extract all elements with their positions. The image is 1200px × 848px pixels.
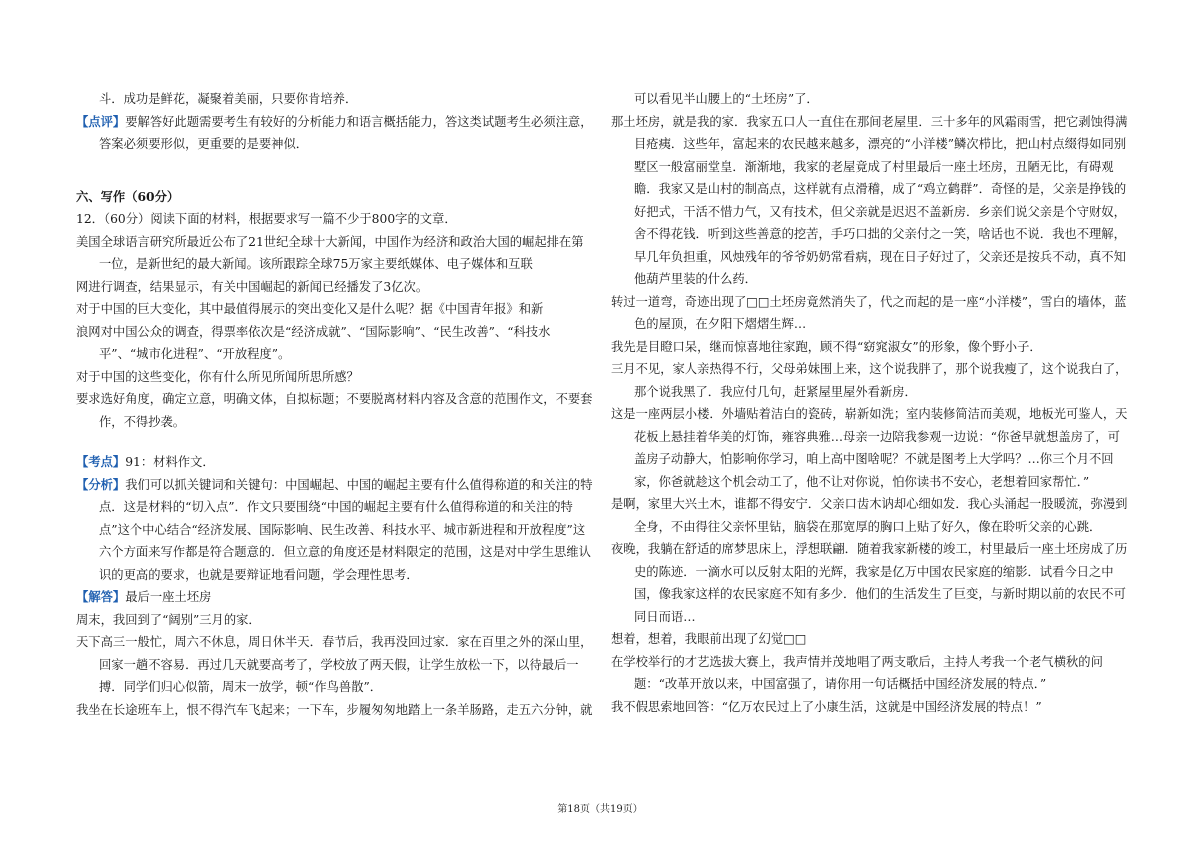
essay-paragraph-10: 夜晚，我躺在舒适的席梦思床上，浮想联翩．随着我家新楼的竣工，村里最后一座土坯房成了历史的陈迹．一滴水可以反射太阳的光辉，我家是亿万中国农民家庭的缩影．试看今日之中国，像我家这样的农民家庭不知有多少．他们的生活发生了巨变，与新时期以前的农民不可同日而语…: [611, 542, 1128, 624]
material-paragraph-4: 浪网对中国公众的调查，得票率依次是“经济成就”、“国际影响”、“民生改善”、“科技水平”、“城市化进程”、“开放程度”。: [76, 324, 551, 361]
review-paragraph: [76, 111, 594, 156]
essay-paragraph-6: 我先是目瞪口呆，继而惊喜地往家跑，顾不得“窈窕淑女”的形象，像个野小子．: [611, 339, 1042, 354]
page-footer: 第18页（共19页）: [557, 804, 643, 815]
review-text: 要解答好此题需要考生有较好的分析能力和语言概括能力，答这类试题考生必须注意，答案必须要形似，更重要的是要神似．: [99, 114, 593, 151]
fenxi-tag: 【分析】: [76, 476, 126, 492]
essay-paragraph-7: 三月不见，家人亲热得不行，父母弟妹围上来，这个说我胖了，那个说我瘦了，这个说我白了，那个说我黑了．我应付几句，赶紧屋里屋外看新房．: [611, 362, 1128, 399]
essay-sentence-fragment: 斗．成功是鲜花，凝聚着美丽，只要你肯培养．: [99, 92, 358, 106]
material-paragraph-1: 美国全球语言研究所最近公布了21世纪全球十大新闻，中国作为经济和政治大国的崛起排在第一位，是新世纪的最大新闻。该所跟踪全球75万家主要纸媒体、电子媒体和互联: [76, 234, 584, 271]
section-heading: 六、写作（60分）: [76, 188, 180, 204]
requirements-paragraph: 要求选好角度，确定立意，明确文体，自拟标题；不要脱离材料内容及含意的范围作文，不要套作，不得抄袭。: [76, 392, 593, 429]
material-paragraph-3: 对于中国的巨大变化，其中最值得展示的突出变化又是什么呢？据《中国青年报》和新: [76, 302, 544, 316]
review-tag: 【点评】: [76, 113, 126, 129]
essay-paragraph-9: 是啊，家里大兴土木，谁都不得安宁．父亲口齿木讷却心细如发．我心头涌起一股暖流，弥漫到全身，不由得往父亲怀里钻，脑袋在那宽厚的胸口上贴了好久，像在聆听父亲的心跳．: [611, 497, 1128, 534]
kaodian-tag: 【考点】: [76, 454, 126, 469]
material-paragraph-5: 对于中国的这些变化，你有什么所见所闻所思所感？: [76, 369, 359, 384]
essay-paragraph-8: 这是一座两层小楼．外墙贴着洁白的瓷砖，崭新如洗；室内装修简洁而美观，地板光可鉴人，天花板上悬挂着华美的灯饰，雍容典雅…母亲一边陪我参观一边说：“你爸早就想盖房了，可盖房子动静大，怕影响你学习，咱上高中图啥呢？不就是图考上大学吗？…你三个月不回家，你爸就趁这个机会动工了，他不让对你说，怕你读书不安心，老想着回家帮忙．”: [611, 407, 1128, 489]
essay-paragraph-4: 那土坯房，就是我的家．我家五口人一直住在那间老屋里．三十多年的风霜雨雪，把它剥蚀得满目疮痍．这些年，富起来的农民越来越多，漂亮的“小洋楼”鳞次栉比，把山村点缀得如同别墅区一般富丽堂皇．渐渐地，我家的老屋竟成了村里最后一座土坯房，丑陋无比，有碍观瞻．我家又是山村的制高点，这样就有点滑稽，成了“鸡立鹤群”．奇怪的是，父亲是挣钱的好把式，干活不惜力气，又有技术，但父亲就是迟迟不盖新房．乡亲们说父亲是个守财奴，舍不得花钱．听到这些善意的挖苦，手巧口拙的父亲付之一笑，啥话也不说．我也不理解，早几年负担重，风烛残年的爷爷奶奶常看病，现在日子好过了，父亲还是按兵不动，真不知他葫芦里装的什么药．: [611, 114, 1128, 286]
essay-paragraph-12: 在学校举行的才艺选拔大赛上，我声情并茂地唱了两支歌后，主持人考我一个老气横秋的问题：“改革开放以来，中国富强了，请你用一句话概括中国经济发展的特点．”: [611, 654, 1103, 691]
essay-paragraph-1: 周末，我回到了“阔别”三月的家．: [76, 612, 261, 627]
essay-title: 最后一座土坯房: [125, 590, 212, 604]
essay-continuation: 可以看见半山腰上的“土坯房”了．: [634, 92, 819, 106]
right-column: [611, 88, 1129, 718]
essay-paragraph-3: 我坐在长途班车上，恨不得汽车飞起来；一下车，步履匆匆地踏上一条羊肠路，走五六分钟，就: [76, 702, 593, 717]
material-paragraph-2: 网进行调查，结果显示，有关中国崛起的新闻已经播发了3亿次。: [76, 279, 429, 294]
left-column: [76, 88, 594, 721]
jieda-paragraph: [76, 586, 594, 609]
essay-paragraph-5: 转过一道弯，奇迹出现了□□土坯房竟然消失了，代之而起的是一座“小洋楼”，雪白的墙体，蓝色的屋顶，在夕阳下熠熠生辉…: [611, 294, 1127, 331]
essay-paragraph-13: 我不假思索地回答：“亿万农民过上了小康生活，这就是中国经济发展的特点！”: [611, 699, 1042, 714]
fenxi-paragraph: 【分析】我们可以抓关键词和关键句：中国崛起、中国的崛起主要有什么值得称道的和关注的特点．这是材料的“切入点”．作文只要围绕“中国的崛起主要有什么值得称道的和关注的特点”这个中心结合“经济发展、国际影响、民生改善、科技水平、城市新进程和开放程度”这六个方面来写作都是符合题意的．但立意的角度还是材料限定的范围，这是对中学生思维认识的更高的要求，也就是要辩证地看问题，学会理性思考．: [76, 476, 593, 582]
jieda-tag: 【解答】: [76, 589, 126, 604]
essay-paragraph-2: 天下高三一般忙，周六不休息，周日休半天．春节后，我再没回过家．家在百里之外的深山里，回家一趟不容易．再过几天就要高考了，学校放了两天假，让学生放松一下，以待最后一搏．同学们归心似箭，周末一放学，顿“作鸟兽散”．: [76, 635, 593, 694]
kaodian-paragraph: 【考点】91：材料作文．: [76, 454, 215, 469]
question-12: 12．（60分）阅读下面的材料，根据要求写一篇不少于800字的文章．: [76, 212, 457, 226]
essay-paragraph-11: 想着，想着，我眼前出现了幻觉□□: [611, 632, 807, 646]
